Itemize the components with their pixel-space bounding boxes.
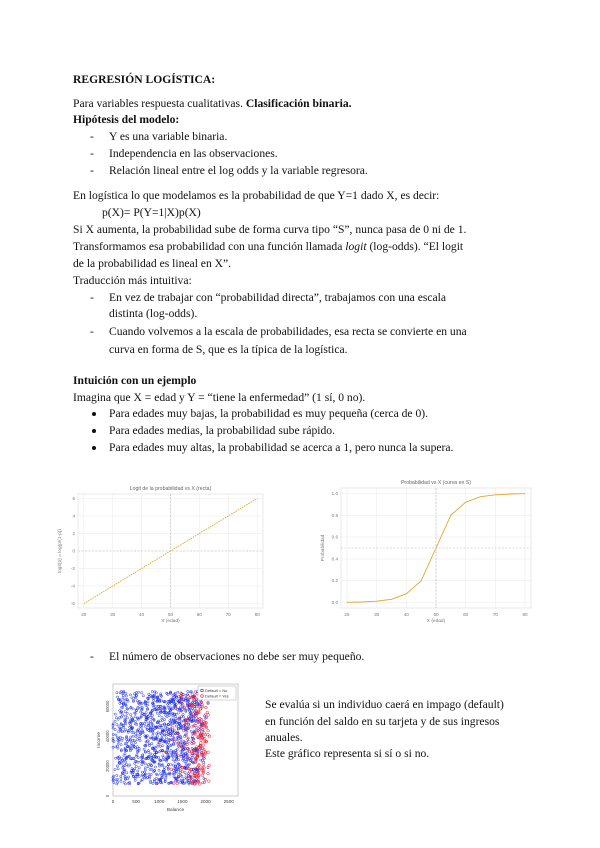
paragraph: de la probabilidad es lineal en X”. (73, 257, 232, 270)
x-tick-label: 80 (522, 612, 528, 617)
x-tick-label: 80 (254, 612, 260, 617)
x-axis-label: X (edad) (426, 619, 446, 624)
x-tick-label: 20 (81, 612, 87, 617)
x-tick-label: 1500 (177, 799, 188, 804)
translation-heading: Traducción más intuitiva: (73, 274, 192, 287)
x-tick-label: 50 (167, 612, 174, 617)
hypotheses-heading: Hipótesis del modelo: (73, 113, 180, 126)
y-tick-label: -6 (70, 601, 75, 607)
doc-title: REGRESIÓN LOGÍSTICA: (73, 73, 216, 86)
translation-item-line: curva en forma de S, que es la típica de la logística. (109, 343, 348, 356)
y-tick-label: 0.8 (331, 512, 338, 518)
scatter-description-line: anuales. (265, 731, 303, 744)
y-tick-label: -4 (70, 583, 75, 589)
x-tick-label: 2000 (200, 799, 211, 804)
x-tick-label: 500 (132, 799, 140, 804)
x-tick-label: 30 (374, 612, 380, 617)
intro-bold: Clasificación binaria. (245, 97, 352, 110)
x-axis-label: X (edad) (161, 619, 180, 624)
x-axis-label: Balance (166, 808, 185, 813)
bullet-dot (92, 446, 96, 450)
legend-label: Default = No (205, 688, 228, 693)
y-tick-label: 4 (72, 513, 75, 519)
dash-bullet: - (90, 291, 94, 304)
chart-title: Logit de la probabilidad vs X (recta) (129, 486, 212, 492)
x-tick-label: 70 (492, 612, 498, 617)
y-tick-label: 20000 (105, 760, 110, 772)
translation-item-line: distinta (log-odds). (109, 307, 198, 320)
x-tick-label: 60 (463, 612, 469, 617)
probability-s-curve-chart (313, 478, 538, 624)
bullet-dot (92, 429, 96, 433)
paragraph: Si X aumenta, la probabilidad sube de forma curva tipo “S”, nunca pasa de 0 ni de 1. (73, 223, 467, 236)
legend-label: Default = Yes (205, 693, 229, 699)
x-tick-label: 20 (344, 612, 350, 617)
x-tick-label: 60 (196, 612, 202, 617)
logit-line-chart (58, 480, 270, 623)
x-tick-label: 70 (225, 612, 231, 617)
y-axis-label: logit(p) = log(p/(1-p)) (58, 529, 63, 573)
y-tick-label: 0.0 (331, 600, 338, 606)
dash-bullet: - (90, 164, 94, 177)
hypothesis-item: Y es una variable binaria. (109, 130, 228, 143)
example-item: Para edades muy bajas, la probabilidad es muy pequeña (cerca de 0). (109, 407, 429, 420)
x-tick-label: 1000 (154, 799, 165, 804)
scatter-description-line: Este gráfico representa si sí o si no. (265, 747, 430, 760)
intro-line (73, 97, 352, 111)
dash-bullet: - (90, 325, 94, 338)
y-tick-label: 0 (105, 794, 110, 798)
x-tick-label: 50 (433, 612, 439, 617)
y-tick-label: 60000 (105, 700, 110, 713)
paragraph-text: (log-odds). “El logit (366, 240, 464, 253)
dash-bullet: - (90, 147, 94, 160)
y-tick-label: 40000 (105, 730, 110, 743)
bullet-dot (92, 412, 96, 416)
example-heading: Intuición con un ejemplo (73, 374, 197, 387)
formula: p(X)= P(Y=1|X)p(X) (102, 206, 201, 219)
y-tick-label: 2 (72, 530, 75, 536)
intro-text: Para variables respuesta cualitativas. (73, 97, 246, 110)
paragraph (73, 240, 463, 254)
y-tick-label: 0.4 (331, 556, 338, 562)
y-tick-label: 0 (72, 548, 75, 554)
logit-term: logit (345, 240, 367, 253)
example-item: Para edades medias, la probabilidad sube rápido. (109, 424, 336, 437)
y-tick-label: 0.6 (331, 534, 338, 540)
example-intro: Imagina que X = edad y Y = “tiene la enfermedad” (1 sí, 0 no). (73, 391, 366, 404)
dash-bullet: - (90, 650, 94, 663)
x-tick-label: 40 (403, 612, 409, 617)
scatter-description-line: Se evalúa si un individuo caerá en impago (default) (265, 698, 504, 711)
example-item: Para edades muy altas, la probabilidad se acerca a 1, pero nunca la supera. (109, 441, 454, 454)
x-tick-label: 0 (111, 799, 115, 804)
y-axis-label: Income (97, 732, 102, 748)
paragraph: En logística lo que modelamos es la probabilidad de que Y=1 dado X, es decir: (73, 189, 440, 202)
y-tick-label: 1.0 (331, 490, 338, 496)
y-tick-label: 0.2 (331, 578, 338, 584)
y-tick-label: -2 (70, 566, 75, 572)
y-tick-label: 6 (72, 495, 75, 501)
x-tick-label: 30 (110, 612, 116, 617)
y-axis-label: Probabilidad (321, 534, 326, 562)
observations-note: El número de observaciones no debe ser muy pequeño. (109, 650, 365, 663)
scatter-description-line: en función del saldo en su tarjeta y de sus ingresos (265, 715, 500, 728)
hypothesis-item: Independencia en las observaciones. (109, 147, 278, 160)
hypothesis-item: Relación lineal entre el log odds y la variable regresora. (109, 164, 368, 177)
dash-bullet: - (90, 130, 94, 143)
default-scatter-chart (88, 680, 243, 816)
translation-item-line: En vez de trabajar con “probabilidad directa”, trabajamos con una escala (109, 291, 447, 304)
paragraph-text: Transformamos esa probabilidad con una función llamada (73, 240, 346, 253)
translation-item-line: Cuando volvemos a la escala de probabilidades, esa recta se convierte en una (109, 325, 467, 338)
x-tick-label: 2500 (223, 799, 234, 804)
x-tick-label: 40 (139, 612, 145, 617)
chart-title: Probabilidad vs X (curva en S) (400, 480, 472, 486)
